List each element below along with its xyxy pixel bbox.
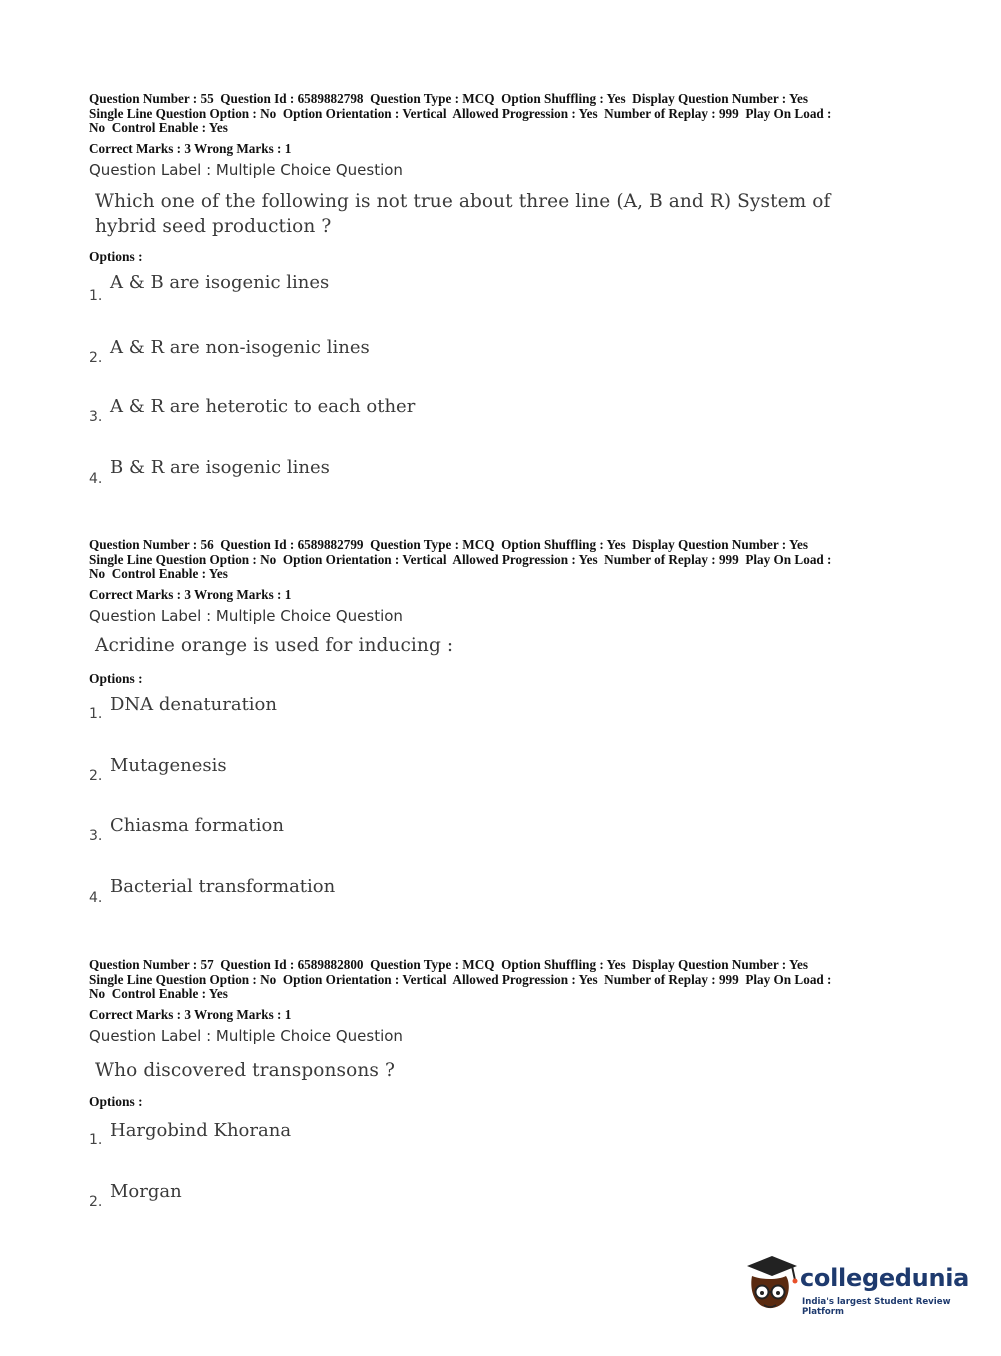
option-number: 2.: [89, 768, 103, 784]
option-number: 1.: [89, 288, 103, 304]
question-56-body: [89, 633, 919, 658]
question-marks: Correct Marks : 3 Wrong Marks : 1: [89, 1006, 292, 1022]
logo-tagline: India's largest Student Review Platform: [802, 1297, 951, 1317]
option-number: 3.: [89, 409, 103, 425]
option-number: 4.: [89, 890, 103, 906]
option-number: 1.: [89, 1132, 103, 1148]
options-heading: [89, 1094, 919, 1110]
question-text: Acridine orange is used for inducing :: [95, 635, 454, 656]
question-label: Question Label : Multiple Choice Question: [89, 606, 403, 625]
option-text: B & R are isogenic lines: [110, 457, 330, 478]
question-57-body: [89, 1058, 919, 1083]
question-text: Who discovered transponsons ?: [95, 1060, 395, 1081]
collegedunia-logo: [742, 1250, 972, 1320]
option-number: 2.: [89, 1194, 103, 1210]
option-text: Bacterial transformation: [110, 876, 336, 897]
option-number: 4.: [89, 471, 103, 487]
question-meta: Question Number : 56 Question Id : 6589882799 Question Type : MCQ Option Shuffling : Yes Display Question Number : Yes Single Line Question Option : No Option Orientation : Vertical Allowed Progression : Yes Number of Replay : 999 Play On Load : No Control Enable : Yes: [89, 537, 832, 582]
logo-wordmark: collegedunia: [800, 1264, 970, 1292]
option-text: Morgan: [110, 1181, 182, 1202]
question-label: Question Label : Multiple Choice Question: [89, 160, 403, 179]
option-number: 3.: [89, 828, 103, 844]
question-55-body: [89, 189, 919, 239]
option-text: Chiasma formation: [110, 815, 284, 836]
option-text: DNA denaturation: [110, 694, 277, 715]
question-57-header: [89, 958, 919, 1045]
question-marks: Correct Marks : 3 Wrong Marks : 1: [89, 586, 292, 602]
option-text: A & B are isogenic lines: [110, 272, 330, 293]
mascot-graduate-icon: [742, 1250, 800, 1316]
option-number: 1.: [89, 706, 103, 722]
question-56-header: [89, 538, 919, 625]
question-label: Question Label : Multiple Choice Question: [89, 1026, 403, 1045]
options-heading: [89, 671, 919, 687]
options-heading-label: Options :: [89, 1094, 143, 1109]
question-meta: Question Number : 55 Question Id : 6589882798 Question Type : MCQ Option Shuffling : Yes Display Question Number : Yes Single Line Question Option : No Option Orientation : Vertical Allowed Progression : Yes Number of Replay : 999 Play On Load : No Control Enable : Yes: [89, 91, 832, 136]
option-text: Mutagenesis: [110, 755, 227, 776]
question-55-header: [89, 92, 919, 179]
question-text: Which one of the following is not true about three line (A, B and R) System of hybrid seed production ?: [95, 191, 831, 237]
question-meta: Question Number : 57 Question Id : 6589882800 Question Type : MCQ Option Shuffling : Yes Display Question Number : Yes Single Line Question Option : No Option Orientation : Vertical Allowed Progression : Yes Number of Replay : 999 Play On Load : No Control Enable : Yes: [89, 957, 832, 1002]
option-text: A & R are non-isogenic lines: [110, 337, 370, 358]
option-text: A & R are heterotic to each other: [110, 396, 416, 417]
option-text: Hargobind Khorana: [110, 1120, 292, 1141]
options-heading: [89, 249, 919, 265]
option-number: 2.: [89, 350, 103, 366]
question-marks: Correct Marks : 3 Wrong Marks : 1: [89, 140, 292, 156]
options-heading-label: Options :: [89, 671, 143, 686]
options-heading-label: Options :: [89, 249, 143, 264]
